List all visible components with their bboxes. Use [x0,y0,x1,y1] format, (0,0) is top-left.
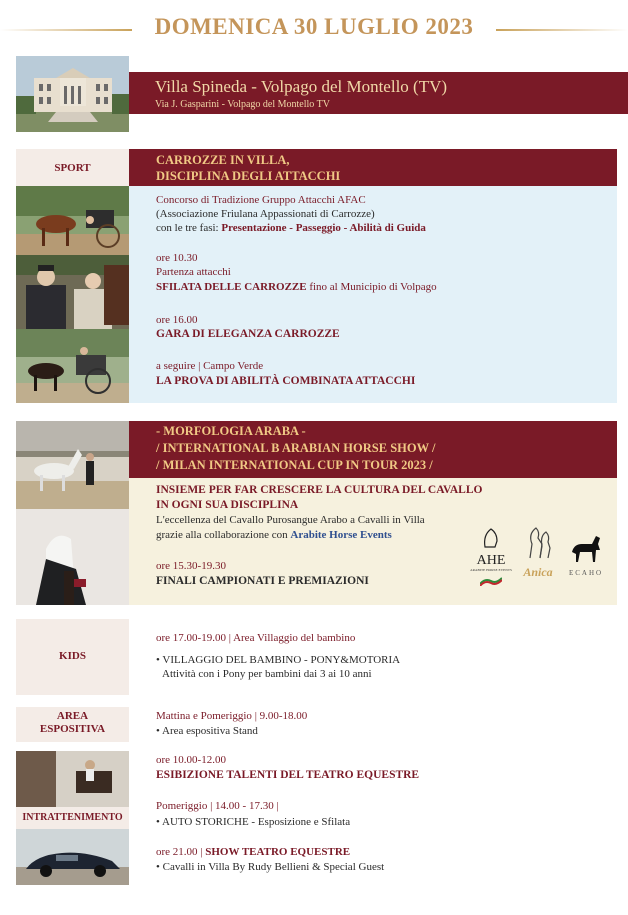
sport-parade-rest: fino al Municipio di Volpago [306,281,437,293]
ent-time-1: ore 10.00-12.00 [156,754,226,766]
equestrian-theatre-photo [16,751,129,807]
villa-name: Villa Spineda - Volpago del Montello (TV) [155,77,448,96]
category-sport-label: SPORT [54,162,91,174]
ahe-logo-sub: ARABITE HORSE EVENTS [470,568,512,572]
carriage-photo-2 [16,255,129,329]
kids-item: • VILLAGGIO DEL BAMBINO - PONY&MOTORIA [156,654,401,666]
category-kids [16,619,129,695]
ent-show-detail: • Cavalli in Villa By Rudy Bellieni & Special Guest [156,861,385,873]
kids-place: Area Villaggio del bambino [233,632,356,644]
sport-time-1: ore 10.30 [156,252,198,264]
kids-time: ore 17.00-19.00 [156,632,226,644]
arabian-horse-photo-1 [16,421,129,509]
arab-time: ore 15.30-19.30 [156,560,226,572]
category-entertainment-label: INTRATTENIMENTO [22,812,123,823]
expo-time-prefix: Mattina e Pomeriggio [156,710,252,722]
ent-talents: ESIBIZIONE TALENTI DEL TEATRO EQUESTRE [156,769,420,781]
category-expo [16,707,129,742]
sport-time-3: a seguire | Campo Verde [156,360,264,372]
ent-time-2-prefix: Pomeriggio [156,800,208,812]
arab-finals: FINALI CAMPIONATI E PREMIAZIONI [156,575,369,587]
category-entertainment [16,807,129,829]
arab-title-line-2: / INTERNATIONAL B ARABIAN HORSE SHOW / [156,441,436,455]
arab-title-line-3: / MILAN INTERNATIONAL CUP IN TOUR 2023 / [156,458,433,472]
arab-title-line-1: - MORFOLOGIA ARABA - [156,424,306,438]
sport-intro-3 [156,221,426,235]
carriage-photo-1 [16,186,129,255]
arab-desc-2 [156,528,392,542]
vintage-car-photo [16,829,129,885]
expo-item: • Area espositiva Stand [156,725,258,737]
ahe-logo [467,527,515,583]
ent-time-2-hours: 14.00 - 17.30 [215,800,274,812]
sport-departure: Partenza attacchi [156,266,231,278]
sport-parade [156,280,437,294]
ent-show-title: SHOW TEATRO EQUESTRE [205,846,351,858]
arabian-horse-photo-2 [16,509,129,605]
sport-title-line-2: DISCIPLINA DEGLI ATTACCHI [156,169,341,183]
sport-combined: LA PROVA DI ABILITÀ COMBINATA ATTACCHI [156,375,416,387]
sport-parade-bold: SFILATA DELLE CARROZZE [156,281,307,293]
villa-address: Via J. Gasparini - Volpago del Montello TV [155,99,330,110]
sport-time-2: ore 16.00 [156,314,198,326]
carriage-photo-3 [16,329,129,403]
ent-time-2-line: Pomeriggio | 14.00 - 17.30 | [156,800,279,812]
sport-phases: Presentazione - Passeggio - Abilità di Guida [221,222,426,234]
ecaho-logo-text: ECAHO [568,569,604,577]
sport-title-line-1: CARROZZE IN VILLA, [156,153,290,167]
ahe-logo-text: AHE [476,553,506,568]
italy-flag-icon [480,576,502,586]
category-kids-label: KIDS [59,650,86,662]
anica-logo-text: Anica [523,565,553,579]
category-sport [16,149,129,186]
anica-logo [514,524,562,580]
arab-desc-2-prefix: grazie alla collaborazione con [156,529,291,541]
sport-intro-1: Concorso di Tradizione Gruppo Attacchi AFAC [156,194,366,206]
arab-desc-1: L'eccellenza del Cavallo Purosangue Arabo a Cavalli in Villa [156,514,425,526]
expo-time-line: Mattina e Pomeriggio | 9.00-18.00 [156,710,308,722]
page-title: DOMENICA 30 LUGLIO 2023 [154,14,474,39]
horse-silhouette-icon [568,532,604,564]
kids-detail: Attività con i Pony per bambini dai 3 ai 10 anni [162,668,372,680]
kids-time-line: ore 17.00-19.00 | Area Villaggio del bambino [156,632,356,644]
category-expo-label-1: AREA [56,710,89,722]
arabite-link[interactable]: Arabite Horse Events [290,529,392,541]
sport-elegance: GARA DI ELEGANZA CARROZZE [156,328,340,340]
ent-cars: • AUTO STORICHE - Esposizione e Sfilata [156,816,351,828]
sport-intro-3-prefix: con le tre fasi: [156,222,222,234]
villa-photo [16,56,129,132]
category-expo-label-2: ESPOSITIVA [39,723,106,735]
sport-intro-2: (Associazione Friulana Appassionati di Carrozze) [156,208,375,220]
ecaho-logo [563,532,609,582]
ent-time-3: ore 21.00 [156,846,198,858]
rearing-horses-icon [518,524,558,560]
arab-headline-1: INSIEME PER FAR CRESCERE LA CULTURA DEL CAVALLO [156,484,483,496]
ent-time-3-line: ore 21.00 | SHOW TEATRO EQUESTRE [156,846,351,858]
arab-headline-2: IN OGNI SUA DISCIPLINA [156,499,299,511]
horse-head-icon [467,527,515,549]
expo-time-hours: 9.00-18.00 [259,710,308,722]
